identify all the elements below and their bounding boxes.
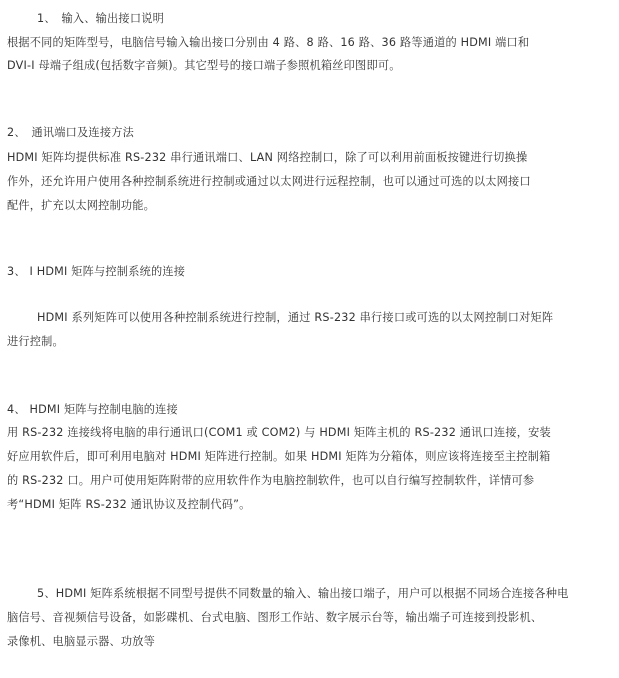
section-2-heading: 2、 通讯端口及连接方法 xyxy=(7,126,134,139)
section-5-line-3: 录像机、电脑显示器、功放等 xyxy=(7,635,156,648)
section-5-line-2: 脑信号、音视频信号设备，如影碟机、台式电脑、图形工作站、数字展示台等，输出端子可连接到投影机、 xyxy=(7,611,543,624)
section-3-line-2: 进行控制。 xyxy=(7,335,64,348)
section-4-line-1: 用 RS-232 连接线将电脑的串行通讯口(COM1 或 COM2) 与 HDMI 矩阵主机的 RS-232 通讯口连接，安装 xyxy=(7,426,551,439)
section-4-heading: 4、 HDMI 矩阵与控制电脑的连接 xyxy=(7,403,178,416)
section-1-heading: 1、 输入、输出接口说明 xyxy=(37,12,164,25)
section-4-line-2: 好应用软件后，即可利用电脑对 HDMI 矩阵进行控制。如果 HDMI 矩阵为分箱体，则应该将连接至主控制箱 xyxy=(7,450,551,463)
section-4-line-4: 考“HDMI 矩阵 RS-232 通讯协议及控制代码”。 xyxy=(7,498,251,511)
section-2-line-3: 配件，扩充以太网控制功能。 xyxy=(7,199,156,212)
section-3-heading: 3、 I HDMI 矩阵与控制系统的连接 xyxy=(7,265,186,278)
section-4-line-3: 的 RS-232 口。用户可使用矩阵附带的应用软件作为电脑控制软件，也可以自行编写控制软件，详情可参 xyxy=(7,474,535,487)
section-2-line-1: HDMI 矩阵均提供标准 RS-232 串行通讯端口、LAN 网络控制口，除了可以利用前面板按键进行切换操 xyxy=(7,151,528,164)
section-2-line-2: 作外，还允许用户使用各种控制系统进行控制或通过以太网进行远程控制，也可以通过可选的以太网接口 xyxy=(7,175,531,188)
section-1-line-2: DVI-I 母端子组成(包括数字音频)。其它型号的接口端子参照机箱丝印图即可。 xyxy=(7,59,401,72)
section-3-line-1: HDMI 系列矩阵可以使用各种控制系统进行控制，通过 RS-232 串行接口或可选的以太网控制口对矩阵 xyxy=(37,311,554,324)
section-1-line-1: 根据不同的矩阵型号，电脑信号输入输出接口分别由 4 路、8 路、16 路、36 路等通道的 HDMI 端口和 xyxy=(7,36,530,49)
section-5-line-1: 5、HDMI 矩阵系统根据不同型号提供不同数量的输入、输出接口端子，用户可以根据不同场合连接各种电 xyxy=(37,587,569,600)
